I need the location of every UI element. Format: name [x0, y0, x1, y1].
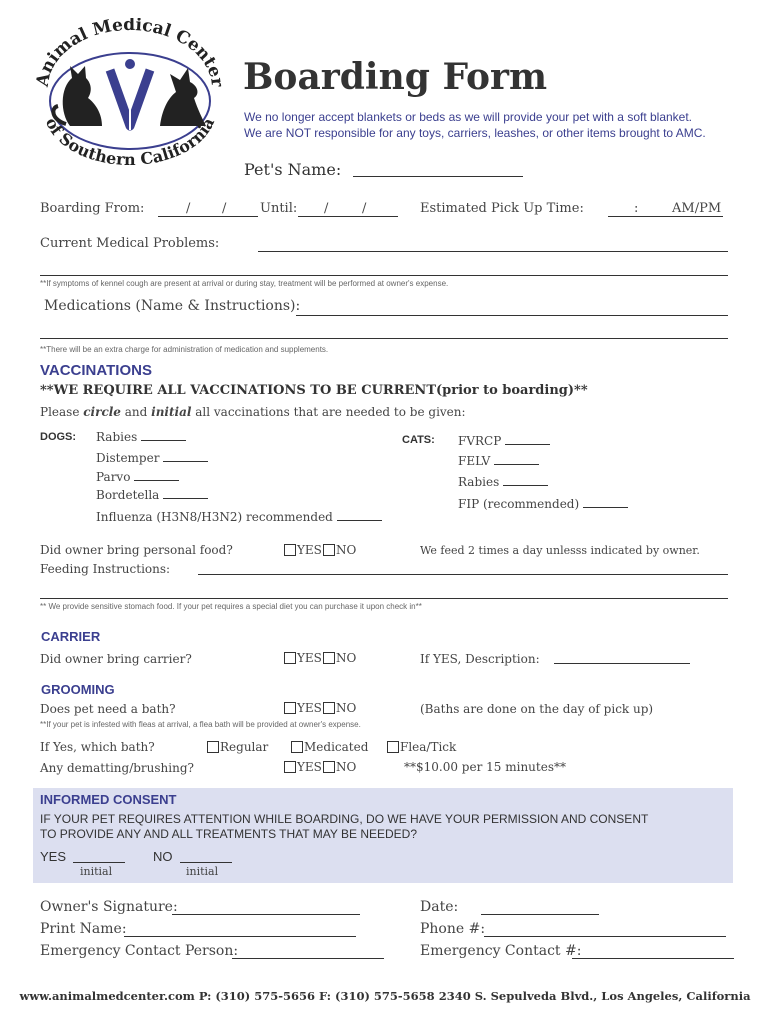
feeding-instructions-field[interactable]: [198, 574, 728, 575]
date-label: Date:: [420, 899, 459, 915]
medical-problems-label: Current Medical Problems:: [40, 236, 220, 251]
pets-name-field[interactable]: [353, 176, 523, 177]
clinic-logo: [30, 18, 230, 168]
logo-bottom-text: of Southern California: [41, 114, 219, 168]
carrier-description-field[interactable]: [554, 663, 690, 664]
carrier-heading: CARRIER: [41, 629, 101, 644]
cats-label: CATS:: [402, 434, 435, 446]
bath-no-label: NO: [336, 701, 357, 715]
bath-yes-checkbox[interactable]: [284, 702, 296, 714]
consent-line-1: IF YOUR PET REQUIRES ATTENTION WHILE BOARDING, DO WE HAVE YOUR PERMISSION AND CONSENT: [40, 812, 649, 826]
instr-post: all vaccinations that are needed to be given:: [191, 405, 466, 419]
food-no-checkbox[interactable]: [323, 544, 335, 556]
boarding-from-field[interactable]: [158, 216, 258, 217]
bath-medicated-label: Medicated: [304, 740, 369, 754]
dog-vaccine-distemper[interactable]: Distemper: [96, 451, 208, 465]
consent-yes-initial-field[interactable]: [73, 862, 125, 863]
bath-no-checkbox[interactable]: [323, 702, 335, 714]
instr-initial: initial: [151, 405, 192, 419]
dematting-no-checkbox[interactable]: [323, 761, 335, 773]
medical-problems-field[interactable]: [258, 251, 728, 252]
dematting-question: Any dematting/brushing?: [40, 761, 194, 775]
consent-no-label: NO: [153, 849, 173, 864]
feeding-instructions-label: Feeding Instructions:: [40, 562, 171, 576]
food-yes-checkbox[interactable]: [284, 544, 296, 556]
carrier-no-checkbox[interactable]: [323, 652, 335, 664]
dematting-price-note: **$10.00 per 15 minutes**: [404, 760, 566, 774]
consent-no-initial-caption: initial: [186, 865, 219, 878]
dematting-no-label: NO: [336, 760, 357, 774]
date-slash: /: [186, 201, 191, 216]
phone-field[interactable]: [484, 936, 726, 937]
cat-vaccine-fip[interactable]: FIP (recommended): [458, 497, 628, 511]
medications-field-2[interactable]: [40, 338, 728, 339]
owner-signature-field[interactable]: [172, 914, 360, 915]
dematting-yes-label: YES: [297, 760, 322, 774]
form-title: Boarding Form: [243, 56, 548, 98]
vaccinations-heading: VACCINATIONS: [40, 362, 152, 379]
cat-vaccine-rabies[interactable]: Rabies: [458, 475, 548, 489]
vaccination-requirement: **WE REQUIRE ALL VACCINATIONS TO BE CURRENT(prior to boarding)**: [40, 383, 588, 398]
instr-circle: circle: [83, 405, 121, 419]
food-yes-label: YES: [297, 543, 322, 557]
medications-label: Medications (Name & Instructions):: [44, 298, 301, 314]
date-field[interactable]: [481, 914, 599, 915]
bath-flea-tick-label: Flea/Tick: [400, 740, 457, 754]
notice-line-2: We are NOT responsible for any toys, carriers, leashes, or other items brought to AMC.: [244, 126, 706, 140]
date-slash: /: [222, 201, 227, 216]
instr-pre: Please: [40, 405, 84, 419]
emergency-person-label: Emergency Contact Person:: [40, 943, 239, 959]
personal-food-question: Did owner bring personal food?: [40, 543, 233, 557]
dematting-yes-checkbox[interactable]: [284, 761, 296, 773]
emergency-number-label: Emergency Contact #:: [420, 943, 582, 959]
carrier-yes-checkbox[interactable]: [284, 652, 296, 664]
flea-bath-note: **If your pet is infested with fleas at arrival, a flea bath will be provided at owner's expense.: [40, 720, 361, 729]
pets-name-label: Pet's Name:: [244, 160, 342, 179]
grooming-heading: GROOMING: [41, 682, 115, 697]
until-field[interactable]: [298, 216, 398, 217]
feeding-schedule-note: We feed 2 times a day unlesss indicated by owner.: [420, 544, 700, 557]
bath-medicated-checkbox[interactable]: [291, 741, 303, 753]
pickup-time-label: Estimated Pick Up Time:: [420, 201, 584, 216]
instr-and: and: [120, 405, 152, 419]
carrier-description-label: If YES, Description:: [420, 652, 540, 666]
bath-day-note: (Baths are done on the day of pick up): [420, 702, 654, 716]
bath-flea-tick-checkbox[interactable]: [387, 741, 399, 753]
vaccination-instructions: [40, 405, 466, 419]
medication-charge-note: **There will be an extra charge for administration of medication and supplements.: [40, 345, 329, 354]
date-slash: /: [324, 201, 329, 216]
am-pm-label: AM/PM: [672, 201, 722, 216]
owner-signature-label: Owner's Signature:: [40, 899, 178, 915]
time-colon: :: [634, 201, 639, 216]
pickup-time-field[interactable]: [608, 216, 723, 217]
bath-yes-label: YES: [297, 701, 322, 715]
consent-no-initial-field[interactable]: [180, 862, 232, 863]
consent-yes-label: YES: [40, 849, 67, 864]
print-name-label: Print Name:: [40, 921, 127, 937]
bath-regular-checkbox[interactable]: [207, 741, 219, 753]
informed-consent-section: [33, 788, 733, 883]
dog-vaccine-parvo[interactable]: Parvo: [96, 470, 179, 484]
which-bath-label: If Yes, which bath?: [40, 740, 155, 754]
bath-question: Does pet need a bath?: [40, 702, 176, 716]
medications-field[interactable]: [296, 315, 728, 316]
notice-line-1: We no longer accept blankets or beds as we will provide your pet with a soft blanket.: [244, 110, 693, 124]
dog-vaccine-rabies[interactable]: Rabies: [96, 430, 186, 444]
emergency-number-field[interactable]: [572, 958, 734, 959]
until-label: Until:: [260, 201, 298, 216]
carrier-no-label: NO: [336, 651, 357, 665]
dog-vaccine-bordetella[interactable]: Bordetella: [96, 488, 208, 502]
consent-yes-initial-caption: initial: [80, 865, 113, 878]
medical-problems-field-2[interactable]: [40, 275, 728, 276]
boarding-from-label: Boarding From:: [40, 201, 145, 216]
cat-vaccine-fvrcp[interactable]: FVRCP: [458, 434, 550, 448]
kennel-cough-note: **If symptoms of kennel cough are present at arrival or during stay, treatment will be performed at owner's expense.: [40, 279, 449, 288]
print-name-field[interactable]: [124, 936, 356, 937]
emergency-person-field[interactable]: [232, 958, 384, 959]
feeding-instructions-field-2[interactable]: [40, 598, 728, 599]
bath-regular-label: Regular: [220, 740, 269, 754]
special-diet-note: ** We provide sensitive stomach food. If your pet requires a special diet you can purchase it upon check in**: [40, 602, 422, 611]
food-no-label: NO: [336, 543, 357, 557]
phone-label: Phone #:: [420, 921, 486, 937]
consent-line-2: TO PROVIDE ANY AND ALL TREATMENTS THAT MAY BE NEEDED?: [40, 827, 417, 841]
dog-vaccine-influenza[interactable]: Influenza (H3N8/H3N2) recommended: [96, 510, 382, 524]
date-slash: /: [362, 201, 367, 216]
logo-graphic: [30, 18, 230, 168]
logo-top-text: Animal Medical Center: [32, 18, 228, 89]
carrier-question: Did owner bring carrier?: [40, 652, 192, 666]
cat-vaccine-felv[interactable]: FELV: [458, 454, 539, 468]
footer-contact: www.animalmedcenter.com P: (310) 575-5656 F: (310) 575-5658 2340 S. Sepulveda Blvd., Los Angeles, California: [19, 989, 751, 1003]
consent-heading: INFORMED CONSENT: [40, 792, 177, 807]
carrier-yes-label: YES: [297, 651, 322, 665]
dogs-label: DOGS:: [40, 431, 77, 443]
